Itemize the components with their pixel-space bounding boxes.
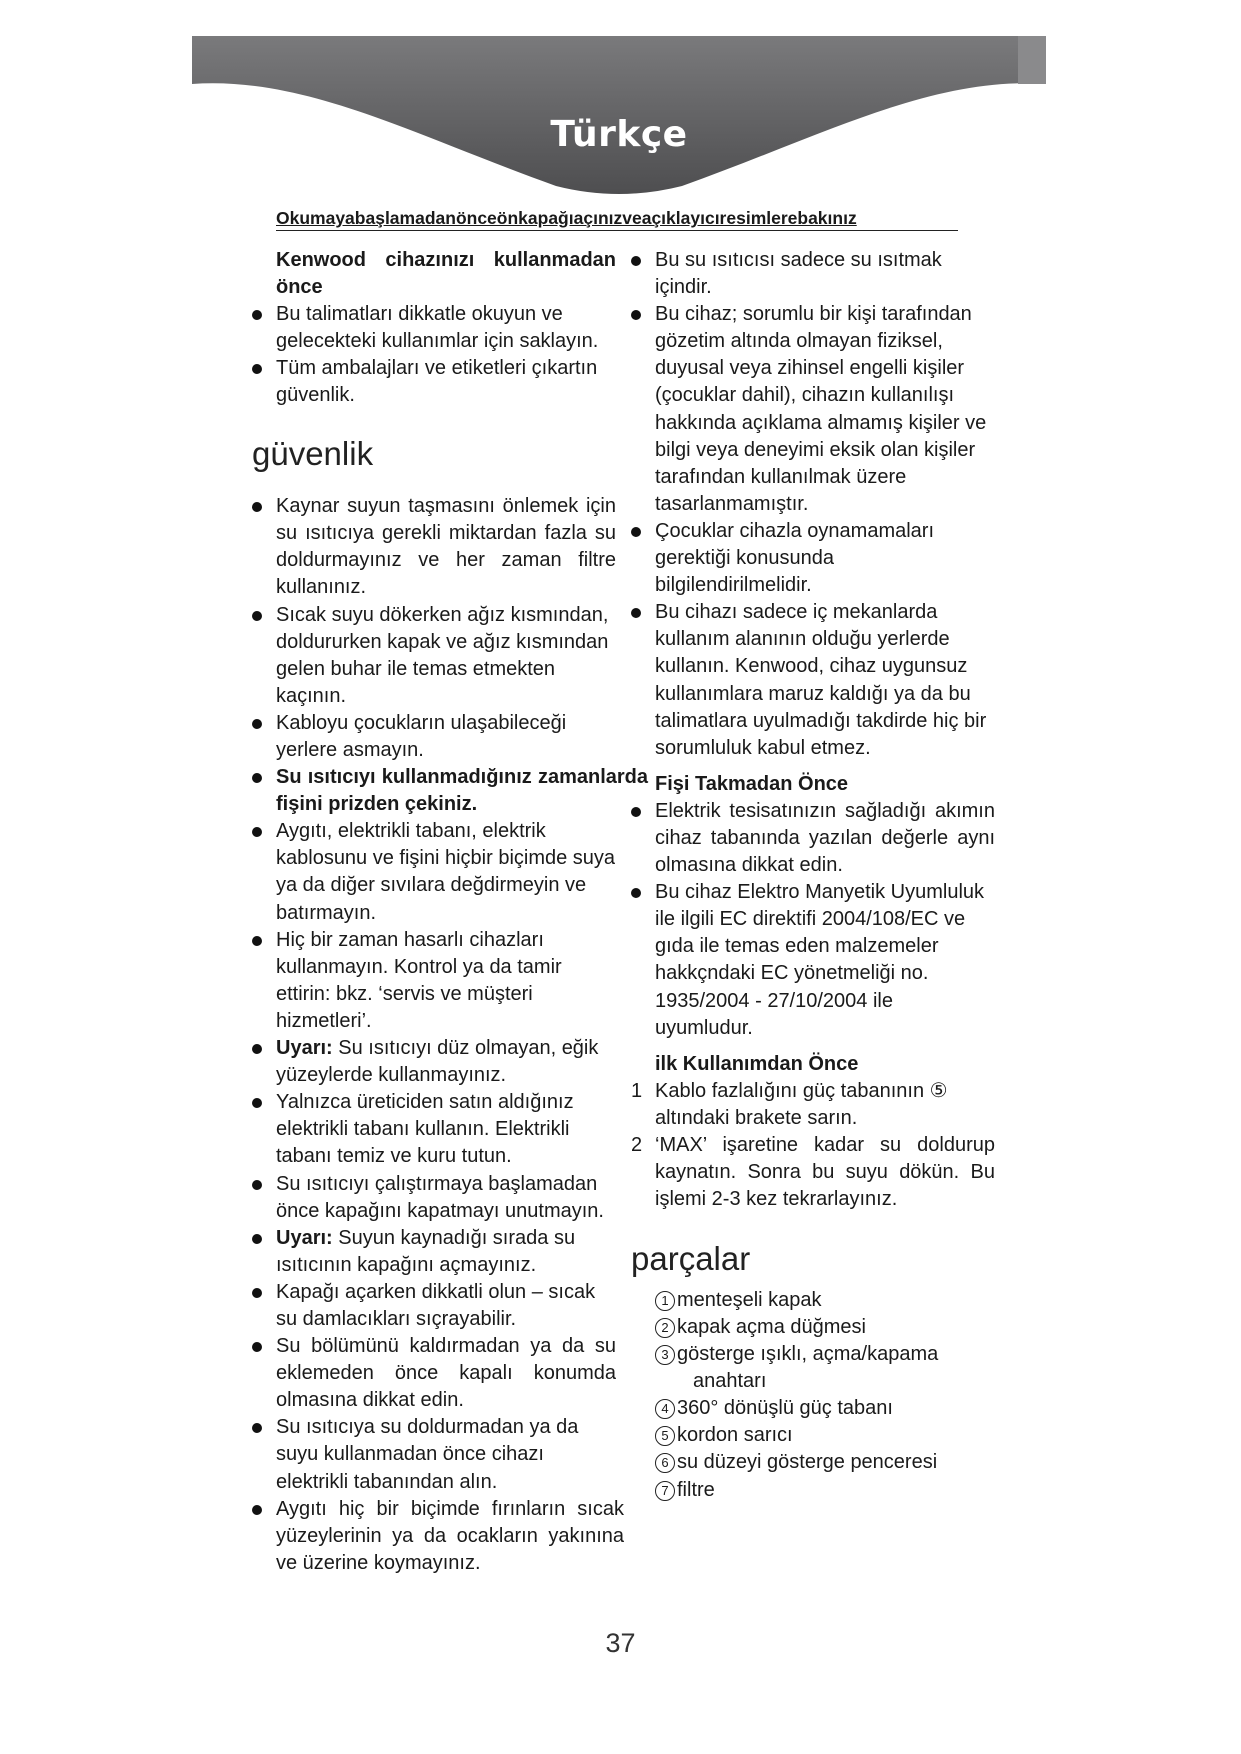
safety-item-text: Su ısıtıcıyı düz olmayan, eğik yüzeylerde kullanmayınız. bbox=[276, 1037, 599, 1087]
page-header bbox=[192, 36, 1046, 196]
language-title: Türkçe bbox=[550, 114, 688, 155]
safety-item bbox=[276, 1414, 616, 1495]
safety-item bbox=[276, 1035, 616, 1089]
safety-item: Bu cihaz; sorumlu bir kişi tarafından gözetim altında olmayan fiziksel, duyusal veya zihinsel engelli kişiler (çocuklar dahil), cihazın kullanılışı hakkında açıklama almamış kişiler ve bilgi veya deneyimi eksik olan kişiler tarafından kullanılmak üzere tasarlanmamıştır. bbox=[655, 301, 995, 518]
safety-item-text: Su ısıtıcıyı çalıştırmaya başlamadan önce kapağını kapatmayı unutmayın. bbox=[276, 1172, 604, 1222]
before-use-heading: Kenwood cihazınızı kullanmadan önce bbox=[276, 249, 616, 299]
safety-item-text: Kabloyu çocukların ulaşabileceği yerlere asmayın. bbox=[276, 711, 567, 761]
safety-item-text: Aygıtı, elektrikli tabanı, elektrik kablosunu ve fişini hiçbir biçimde suya ya da diğer sıvılara değdirmeyin ve batırmayın. bbox=[276, 820, 616, 924]
plug-heading: Fişi Takmadan Önce bbox=[655, 772, 849, 795]
safety-item bbox=[276, 1496, 624, 1577]
first-use-heading: ilk Kullanımdan Önce bbox=[655, 1052, 859, 1075]
page-number: 37 bbox=[605, 1628, 636, 1658]
part-number: 1 bbox=[655, 1291, 675, 1311]
safety-item-text: Su bölümünü kaldırmadan ya da su eklemeden önce kapalı konumda olmasına dikkat edin. bbox=[276, 1335, 616, 1412]
part-number: 2 bbox=[655, 1318, 675, 1338]
safety-item-bold: Su ısıtıcıyı kullanmadığınız zamanlarda fişini prizden çekiniz. bbox=[276, 766, 648, 816]
step-text: ‘MAX’ işaretine kadar su doldurup kaynatın. Sonra bu suyu dökün. Bu işlemi 2-3 kez tekrarlayınız. bbox=[655, 1134, 995, 1211]
part-name: filtre bbox=[677, 1478, 715, 1501]
step-number: 1 bbox=[631, 1079, 643, 1102]
part-name: gösterge ışıklı, açma/kapama bbox=[677, 1343, 939, 1366]
safety-item bbox=[276, 602, 616, 710]
safety-item: Çocuklar cihazla oynamamaları gerektiği konusunda bilgilendirilmelidir. bbox=[655, 518, 995, 599]
part-item bbox=[655, 1314, 995, 1341]
right-column bbox=[631, 247, 995, 1504]
safety-item-text: Suyun kaynadığı sırada su ısıtıcının kapağını açmayınız. bbox=[276, 1226, 576, 1276]
part-name: su düzeyi gösterge penceresi bbox=[677, 1451, 938, 1474]
intro-note: Okumayabaşlamadanönceönkapağıaçınızveaçıklayıcıresimlerebakınız bbox=[276, 208, 958, 231]
part-item bbox=[655, 1477, 995, 1504]
safety-item bbox=[276, 1171, 616, 1225]
safety-item-text: Kaynar suyun taşmasını önlemek için su ısıtıcıya gerekli miktardan fazla su doldurmayınız ve her zaman filtre kullanınız. bbox=[276, 495, 616, 599]
part-name: kapak açma düğmesi bbox=[677, 1315, 866, 1338]
before-use-item: Tüm ambalajları ve etiketleri çıkartın güvenlik. bbox=[276, 355, 616, 409]
safety-item bbox=[276, 818, 616, 926]
safety-item-text: Hiç bir zaman hasarlı cihazları kullanmayın. Kontrol ya da tamir ettirin: bkz. ‘servis ve müşteri hizmetleri’. bbox=[276, 928, 562, 1032]
safety-item bbox=[276, 1089, 616, 1170]
safety-item-text: Sıcak suyu dökerken ağız kısmından, doldururken kapak ve ağız kısmından gelen buhar ile temas etmekten kaçının. bbox=[276, 603, 609, 707]
safety-item-text: Aygıtı hiç bir biçimde fırınların sıcak yüzeylerinin ya da ocakların yakınına ve üzerine koymayınız. bbox=[276, 1497, 624, 1574]
safety-item bbox=[276, 710, 616, 764]
safety-item bbox=[276, 1333, 616, 1414]
safety-item bbox=[276, 927, 616, 1035]
safety-item-text: Kapağı açarken dikkatli olun – sıcak su damlacıkları sıçrayabilir. bbox=[276, 1280, 596, 1330]
part-item bbox=[655, 1287, 995, 1314]
safety-item-bold: Uyarı: bbox=[276, 1226, 333, 1249]
part-item bbox=[655, 1395, 995, 1422]
safety-item: Bu cihazı sadece iç mekanlarda kullanım alanının olduğu yerlerde kullanın. Kenwood, cihaz uygunsuz kullanımlara maruz kaldığı ya da bu talimatlara uyulmadığı takdirde hiç bir sorumluluk kabul etmez. bbox=[655, 599, 995, 762]
first-use-step bbox=[631, 1078, 995, 1132]
parts-heading: parçalar bbox=[631, 1240, 751, 1278]
part-number: 3 bbox=[655, 1345, 675, 1365]
part-number: 4 bbox=[655, 1399, 675, 1419]
safety-item bbox=[276, 493, 616, 601]
safety-item bbox=[276, 1225, 616, 1279]
part-item bbox=[655, 1341, 995, 1395]
safety-item-text: Su ısıtıcıya su doldurmadan ya da suyu kullanmadan önce cihazı elektrikli tabanından alın. bbox=[276, 1416, 579, 1493]
safety-item-bold: Uyarı: bbox=[276, 1037, 333, 1060]
safety-item bbox=[276, 764, 648, 818]
part-number: 5 bbox=[655, 1426, 675, 1446]
left-column bbox=[252, 247, 648, 1577]
part-number: 7 bbox=[655, 1481, 675, 1501]
part-name-continued: anahtarı bbox=[693, 1370, 767, 1393]
plug-item: Elektrik tesisatınızın sağladığı akımın cihaz tabanında yazılan değerle aynı olmasına dikkat edin. bbox=[655, 798, 995, 879]
plug-item: Bu cihaz Elektro Manyetik Uyumluluk ile ilgili EC direktifi 2004/108/EC ve gıda ile temas eden malzemeler hakkçndaki EC yönetmeliği no. 1935/2004 - 27/10/2004 ile uyumludur. bbox=[655, 879, 995, 1042]
part-number: 6 bbox=[655, 1453, 675, 1473]
before-use-item: Bu talimatları dikkatle okuyun ve gelecekteki kullanımlar için saklayın. bbox=[276, 301, 616, 355]
part-name: 360° dönüşlü güç tabanı bbox=[677, 1397, 893, 1420]
step-number: 2 bbox=[631, 1134, 643, 1156]
safety-item: Bu su ısıtıcısı sadece su ısıtmak içindir. bbox=[655, 247, 995, 301]
safety-heading: güvenlik bbox=[252, 434, 374, 472]
first-use-step bbox=[631, 1132, 995, 1213]
step-text: Kablo fazlalığını güç tabanının ⑤ altındaki brakete sarın. bbox=[655, 1079, 948, 1129]
safety-item-text: Yalnızca üreticiden satın aldığınız elektrikli tabanı kullanın. Elektrikli tabanı temiz ve kuru tutun. bbox=[276, 1091, 574, 1168]
part-item bbox=[655, 1449, 995, 1476]
part-name: kordon sarıcı bbox=[677, 1424, 793, 1447]
safety-item bbox=[276, 1279, 616, 1333]
part-item bbox=[655, 1422, 995, 1449]
part-name: menteşeli kapak bbox=[677, 1288, 822, 1311]
